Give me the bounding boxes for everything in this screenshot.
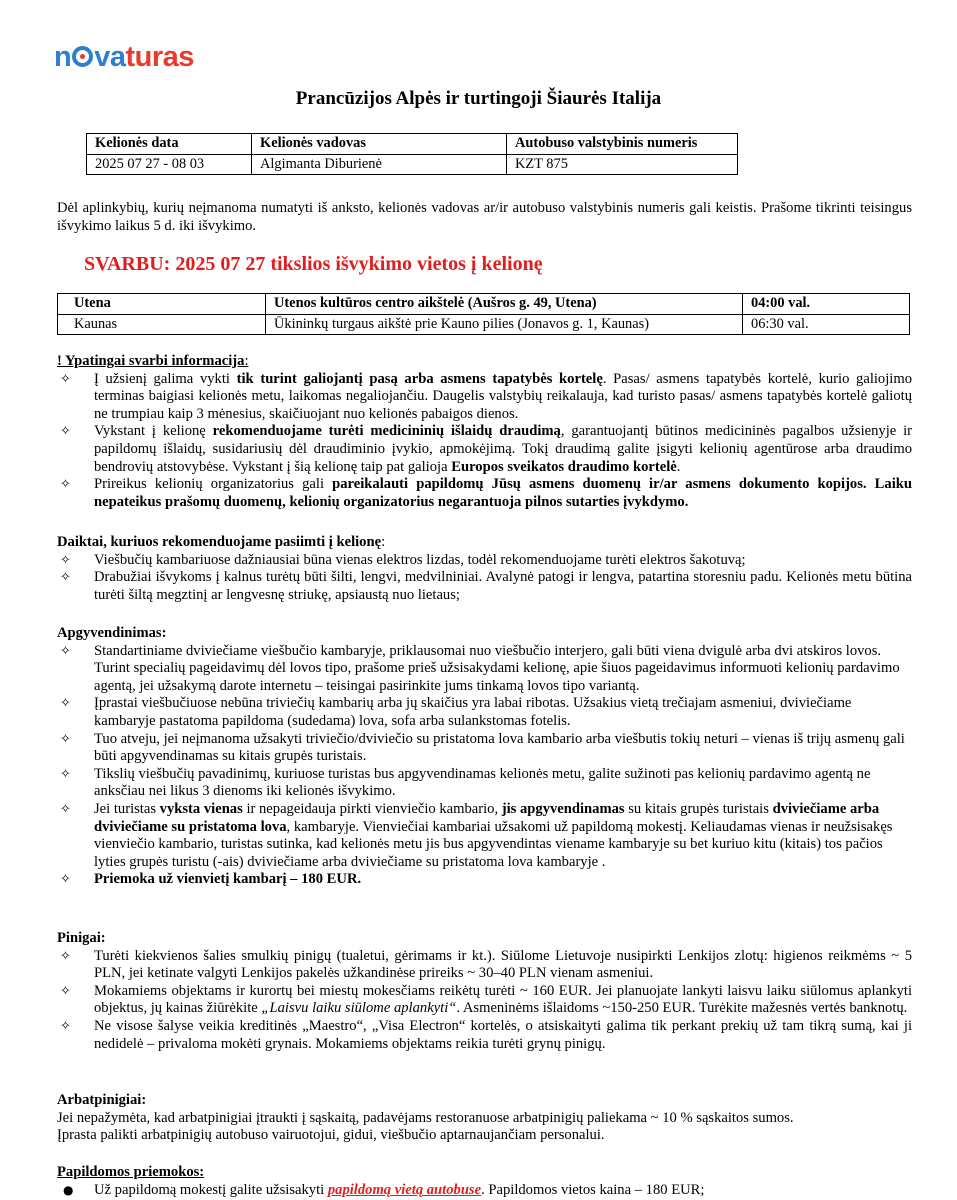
list-item: ✧ Ne visose šalyse veikia kreditinės „Maestro“, „Visa Electron“ kortelės, o atsiskaityti galima tik perkant prekių už tam tikrą sumą, kai ji nedidelė – privaloma mokėti grynais. Mokamiems objektams reikia turėti grynų pinigų. xyxy=(60,1017,912,1052)
diamond-icon: ✧ xyxy=(60,424,71,440)
tips-text: Jei nepažymėta, kad arbatpinigiai įtraukti į sąskaitą, padavėjams restoranuose arbatpinigių paliekama ~ 10 % sąskaitos sumos. xyxy=(57,1109,794,1126)
important-heading: SVARBU: 2025 07 27 tikslios išvykimo vietos į kelionę xyxy=(84,253,543,275)
logo-text-turas: turas xyxy=(125,41,194,73)
money-section xyxy=(57,930,912,1053)
globe-icon xyxy=(72,46,93,67)
diamond-icon: ✧ xyxy=(60,552,71,568)
diamond-icon: ✧ xyxy=(60,948,71,964)
list-item: ✧ Prireikus kelionių organizatorius gali pareikalauti papildomų Jūsų asmens duomenų ir/ar asmens dokumento kopijos. Laiku nepateikus prašomų duomenų, kelionių organizatorius negarantuoja pilnos sutarties įvykdymo. xyxy=(60,476,913,510)
trip-table-row xyxy=(87,154,738,175)
trip-date: 2025 07 27 - 08 03 xyxy=(87,154,252,175)
change-notice: Dėl aplinkybių, kurių neįmanoma numatyti iš anksto, kelionės vadovas ar/ir autobuso valstybinis numeris gali keistis. Prašome tikrinti teisingus išvykimo laikus 5 d. iki išvykimo. xyxy=(57,200,912,234)
section-heading: Arbatpinigiai: xyxy=(57,1092,147,1108)
list-item: ● Už papildomą mokestį galite užsisakyti papildomą vietą autobuse. Papildomos vietos kaina – 180 EUR; xyxy=(63,1181,705,1198)
logo-text-va: va xyxy=(94,41,126,73)
diamond-icon: ✧ xyxy=(60,570,71,586)
list-item: ✧ Standartiniame dviviečiame viešbučio kambaryje, priklausomai nuo viešbučio interjero, gali būti viena dvigulė arba dvi atskiros lovos. Turint specialių pageidavimų dėl lovos tipo, prašome prieš užsisakydami kelionę, apie šiuos pageidavimus informuoti kelionių pardavimo agentą, jei užsakymą darote internetu – teisingai pasirinkite jums tinkamą lovos tipo variantą. xyxy=(60,642,900,694)
departure-time: 06:30 val. xyxy=(743,314,910,335)
tips-text: Įprasta palikti arbatpinigių autobuso vairuotojui, gidui, viešbučio aptarnaujančiam personalui. xyxy=(57,1127,605,1144)
departure-row xyxy=(58,294,910,315)
diamond-icon: ✧ xyxy=(60,983,71,999)
header-guide: Kelionės vadovas xyxy=(252,134,507,155)
trip-guide: Algimanta Diburienė xyxy=(252,154,507,175)
list-item: ✧ Viešbučių kambariuose dažniausiai būna vienas elektros lizdas, todėl rekomenduojame turėti elektros šakotuvą; xyxy=(60,551,746,568)
header-bus-number: Autobuso valstybinis numeris xyxy=(507,134,738,155)
accommodation-section xyxy=(57,625,912,889)
diamond-icon: ✧ xyxy=(60,696,71,712)
diamond-icon: ✧ xyxy=(60,477,71,493)
diamond-icon: ✧ xyxy=(60,731,71,747)
list-item: ✧ Tuo atveju, jei neįmanoma užsakyti triviečio/dviviečio su pristatoma lova kambario arba viešbutis tokių neturi – vienas iš trijų asmenų gali būti apgyvendinamas su kitais grupės turistais. xyxy=(60,730,905,765)
departure-row xyxy=(58,314,910,335)
list-item: ✧ Drabužiai išvykoms į kalnus turėtų būti šilti, lengvi, medvilniniai. Avalynė patogi ir lengva, patartina storesniu padu. Kelionės metu būtina turėti šiltą megztinį ar lengvesnę striukę, apsiaustą nuo lietaus; xyxy=(60,569,912,603)
list-item: ✧ Vykstant į kelionę rekomenduojame turėti medicininių išlaidų draudimą, garantuojantį būtinos medicininės pagalbos užsienyje ir papildomų išlaidų, susidariusių dėl draudiminio įvykio, apmokėjimą. Tokį draudimą galite įsigyti kelionių agentūrose arba draudimo bendrovių atstovybėse. Vykstant į šią kelionę taip pat galioja Europos sveikatos draudimo kortelė. xyxy=(60,423,912,475)
departure-place: Ūkininkų turgaus aikštė prie Kauno pilies (Jonavos g. 1, Kaunas) xyxy=(266,314,743,335)
diamond-icon: ✧ xyxy=(60,801,71,817)
page-title: Prancūzijos Alpės ir turtingoji Šiaurės Italija xyxy=(295,88,662,109)
section-heading: Apgyvendinimas: xyxy=(57,625,167,641)
trip-table xyxy=(86,133,738,175)
trip-table-header xyxy=(87,134,738,155)
section-heading: Daiktai, kuriuos rekomenduojame pasiimti į kelionę: xyxy=(57,534,386,550)
items-section xyxy=(57,534,912,604)
departure-table xyxy=(57,293,910,335)
departure-city: Utena xyxy=(58,294,266,315)
section-heading: Papildomos priemokos: xyxy=(57,1164,205,1180)
diamond-icon: ✧ xyxy=(60,1018,71,1034)
list-item: ✧ Turėti kiekvienos šalies smulkių pinigų (tualetui, gėrimams ir kt.). Siūlome Lietuvoje nusipirkti Lenkijos zlotų: higienos reikmėms ~ 5 PLN, jei ketinate valgyti Lenkijos pakelės užkandinėse prireiks ~ 30–40 PLN vienam asmeniui. xyxy=(60,947,912,982)
list-item: ✧ Įprastai viešbučiuose nebūna triviečių kambarių arba jų skaičius yra labai ribotas. Užsakius vietą trečiajam asmeniui, dviviečiame kambaryje pastatoma papildoma (sudedama) lova, sofa arba sulankstomas fotelis. xyxy=(60,695,852,729)
header-date: Kelionės data xyxy=(87,134,252,155)
extra-charges-section xyxy=(57,1164,912,1199)
diamond-icon: ✧ xyxy=(60,371,71,387)
diamond-icon: ✧ xyxy=(60,766,71,782)
list-item: ✧ Tikslių viešbučių pavadinimų, kuriuose turistas bus apgyvendinamas kelionės metu, galite sužinoti pas kelionių pardavimo agentą ne anksčiau nei likus 3 dienoms iki kelionės išvykimo. xyxy=(60,765,871,800)
diamond-icon: ✧ xyxy=(60,643,71,659)
diamond-icon: ✧ xyxy=(60,872,71,888)
novaturas-logo xyxy=(54,40,194,74)
list-item: ✧ Jei turistas vyksta vienas ir nepageidauja pirkti vienviečio kambario, jis apgyvendinamas su kitais grupės turistais dviviečiame arba dviviečiame su pristatoma lova, kambaryje. Vienviečiai kambariai užsakomi už papildomą mokestį. Keliaudamas vienas ir neužsisakęs vienviečio kambario, turistas sutinka, kad kelionės metu jis bus apgyvendintas viename kambaryje su bet kuriuo kitu (kitais) tos pačios lyties grupės turistu (-ais) dviviečiame arba dviviečiame su pristatoma lova kambaryje . xyxy=(60,800,893,870)
tips-section xyxy=(57,1092,912,1145)
section-heading: ! Ypatingai svarbi informacija: xyxy=(57,353,249,369)
list-item: ✧ Priemoka už vienvietį kambarį – 180 EUR. xyxy=(60,871,362,888)
important-info-section xyxy=(57,353,912,511)
departure-time: 04:00 val. xyxy=(743,294,910,315)
departure-city: Kaunas xyxy=(58,314,266,335)
logo-text-n: n xyxy=(54,41,72,73)
list-item: ✧ Į užsienį galima vykti tik turint galiojantį pasą arba asmens tapatybės kortelę. Pasas/ asmens tapatybės kortelė, kurio galiojimo terminas baigiasi kelionės metu, laikomas negaliojančiu. Daugelis valstybių reikalauja, kad turisto pasas/ asmens tapatybės kortelė galiotų ne trumpiau kaip 3 mėnesius, skaičiuojant nuo kelionės pabaigos dienos. xyxy=(60,370,912,422)
bullet-icon: ● xyxy=(63,1182,74,1197)
trip-bus-number: KZT 875 xyxy=(507,154,738,175)
list-item: ✧ Mokamiems objektams ir kurortų bei miestų mokesčiams reikėtų turėti ~ 160 EUR. Jei planuojate lankyti laisvu laiku siūlomus aplankyti objektus, jų kainas žiūrėkite „Laisvu laiku siūlome aplankyti“. Asmeninėms išlaidoms ~150-250 EUR. Turėkite mažesnės vertės banknotų. xyxy=(60,982,912,1017)
section-heading: Pinigai: xyxy=(57,930,106,946)
departure-place: Utenos kultūros centro aikštelė (Aušros g. 49, Utena) xyxy=(266,294,743,315)
